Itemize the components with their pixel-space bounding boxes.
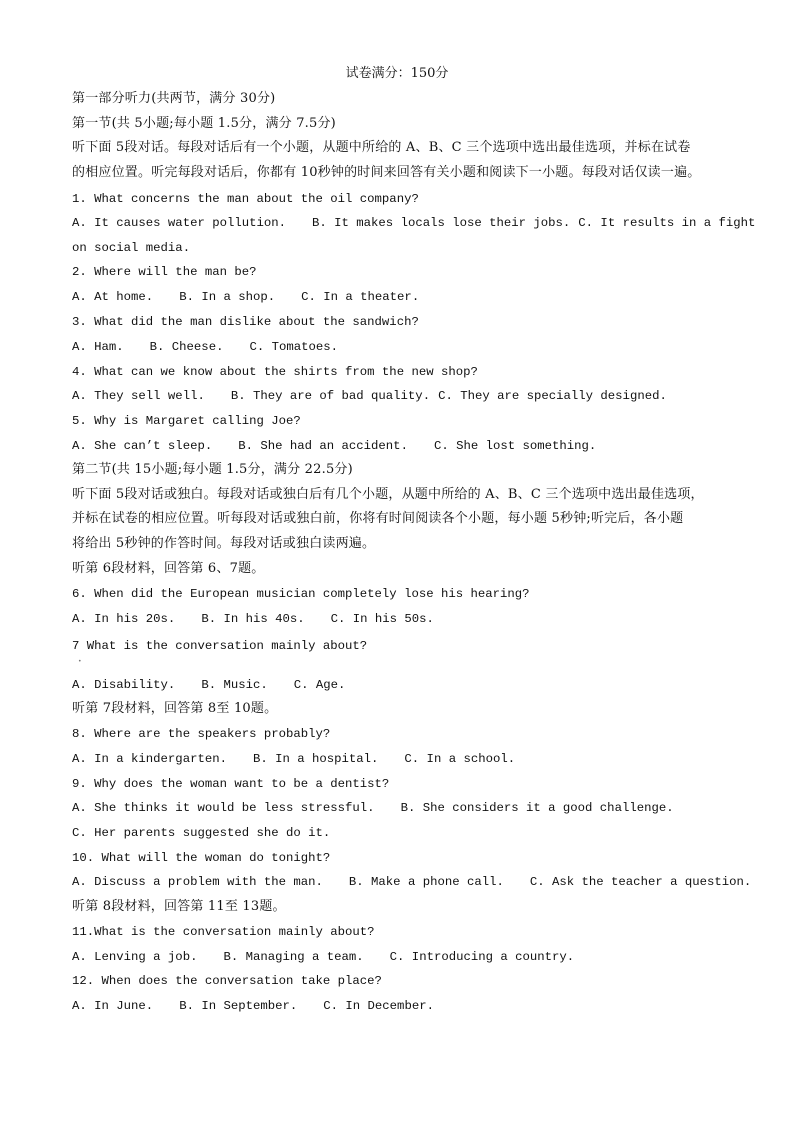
option: B. It makes locals lose their jobs.: [312, 216, 571, 230]
option: B. In a hospital.: [252, 752, 379, 766]
question-options: [72, 611, 434, 627]
option: B. In his 40s.: [201, 612, 305, 626]
section1-title: 第一节(共 5小题;每小题 1.5分，满分 7.5分): [72, 116, 336, 131]
question-options: [72, 339, 338, 355]
option: C. Introducing a country.: [389, 950, 575, 964]
section2-instructions-line1: 听下面 5段对话或独白。每段对话或独白后有几个小题，从题中所给的 A、B、C 三个选项中选出最佳选项，: [72, 487, 704, 502]
question-options: [72, 438, 596, 454]
question-stem: 5. Why is Margaret calling Joe?: [72, 414, 301, 428]
material-7-heading: 听第 7段材料，回答第 8至 10题。: [72, 701, 278, 716]
question-options: C. Her parents suggested she do it.: [72, 826, 331, 840]
section2-title: 第二节(共 15小题;每小题 1.5分，满分 22.5分): [72, 462, 353, 477]
question-stem: 2. Where will the man be?: [72, 265, 257, 279]
question-options: [72, 751, 515, 767]
question-options: [72, 677, 345, 693]
question-stem: 8. Where are the speakers probably?: [72, 727, 331, 741]
option: A. Disability.: [72, 678, 176, 692]
option: B. She considers it a good challenge.: [400, 801, 674, 815]
stray-mark: •: [78, 658, 82, 665]
question-stem: 10. What will the woman do tonight?: [72, 851, 331, 865]
option: C. Ask the teacher a question.: [529, 875, 752, 889]
option: A. Ham.: [72, 340, 124, 354]
option: A. Lenving a job.: [72, 950, 198, 964]
option: B. In a shop.: [179, 290, 276, 304]
option: C. They are specially designed.: [438, 389, 667, 403]
option: A. It causes water pollution.: [72, 216, 287, 230]
option: A. They sell well.: [72, 389, 205, 403]
option: B. They are of bad quality.: [230, 389, 431, 403]
question-stem: 9. Why does the woman want to be a dentist?: [72, 777, 390, 791]
question-options: [72, 215, 755, 231]
option: A. In June.: [72, 999, 154, 1013]
option: B. Managing a team.: [223, 950, 364, 964]
question-options: [72, 289, 419, 305]
part1-title: 第一部分听力(共两节，满分 30分): [72, 91, 276, 106]
option: A. She thinks it would be less stressful.: [72, 801, 375, 815]
option: A. In his 20s.: [72, 612, 176, 626]
option: A. She can’t sleep.: [72, 439, 213, 453]
material-6-heading: 听第 6段材料，回答第 6、7题。: [72, 561, 265, 576]
material-8-heading: 听第 8段材料，回答第 11至 13题。: [72, 899, 286, 914]
question-stem: 7 What is the conversation mainly about?: [72, 639, 368, 653]
section1-instructions-line2: 的相应位置。听完每段对话后，你都有 10秒钟的时间来回答有关小题和阅读下一小题。每段对话仅读一遍。: [72, 165, 701, 180]
option: C. In a theater.: [301, 290, 420, 304]
option: C. Age.: [293, 678, 346, 692]
option: A. In a kindergarten.: [72, 752, 227, 766]
question-stem: 3. What did the man dislike about the sandwich?: [72, 315, 419, 329]
question-options: [72, 388, 667, 404]
option: B. Cheese.: [149, 340, 224, 354]
option-continuation: on social media.: [72, 241, 191, 255]
question-options: [72, 874, 751, 890]
section2-instructions-line3: 将给出 5秒钟的作答时间。每段对话或独白读两遍。: [72, 536, 376, 551]
option: A. At home.: [72, 290, 154, 304]
full-score-heading: 试卷满分：150分: [345, 66, 449, 81]
option: B. Make a phone call.: [348, 875, 504, 889]
option: C. It results in a fight: [578, 216, 756, 230]
option: C. Tomatoes.: [249, 340, 339, 354]
question-stem: 4. What can we know about the shirts from the new shop?: [72, 365, 478, 379]
question-stem: 6. When did the European musician completely lose his hearing?: [72, 587, 530, 601]
question-options: [72, 949, 574, 965]
option: C. In a school.: [404, 752, 516, 766]
option: B. In September.: [179, 999, 298, 1013]
question-options: [72, 800, 674, 816]
option: C. She lost something.: [433, 439, 597, 453]
option: C. In his 50s.: [330, 612, 434, 626]
option: B. She had an accident.: [238, 439, 408, 453]
question-stem: 12. When does the conversation take place?: [72, 974, 382, 988]
option: C. In December.: [323, 999, 434, 1013]
option: A. Discuss a problem with the man.: [72, 875, 323, 889]
section1-instructions-line1: 听下面 5段对话。每段对话后有一个小题，从题中所给的 A、B、C 三个选项中选出最佳选项，并标在试卷: [72, 140, 691, 155]
question-stem: 11.What is the conversation mainly about?: [72, 925, 375, 939]
section2-instructions-line2: 并标在试卷的相应位置。听每段对话或独白前，你将有时间阅读各个小题，每小题 5秒钟;听完后，各小题: [72, 511, 684, 526]
question-options: [72, 998, 434, 1014]
option: B. Music.: [201, 678, 268, 692]
question-stem: 1. What concerns the man about the oil company?: [72, 192, 419, 206]
